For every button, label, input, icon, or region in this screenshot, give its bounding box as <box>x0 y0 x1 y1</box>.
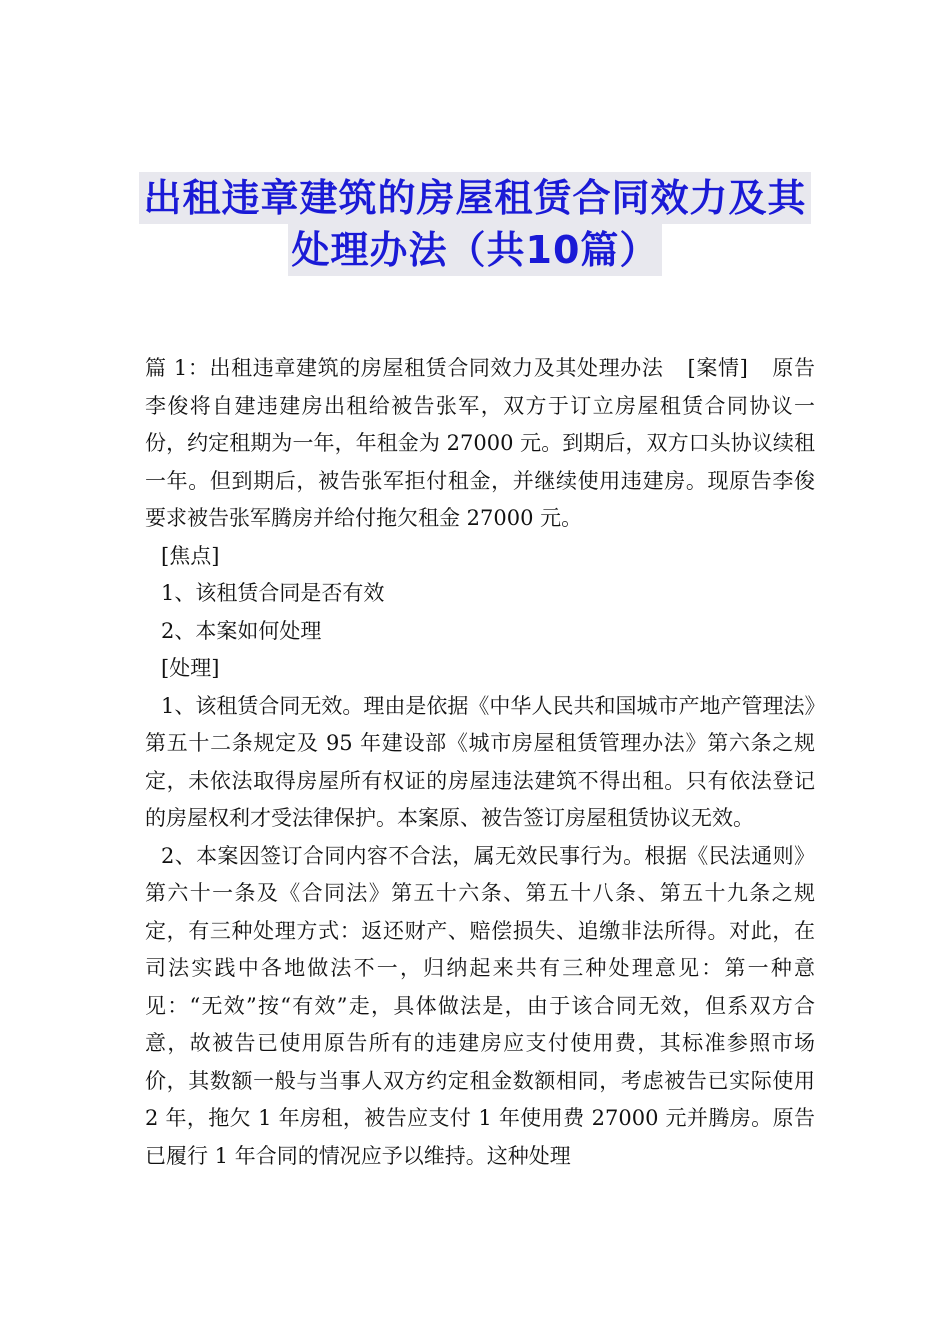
handling-heading: [处理] <box>161 656 220 680</box>
title-line-2: 处理办法（共10篇） <box>288 224 663 276</box>
handling-paragraph-1 <box>145 688 815 838</box>
focus-heading: [焦点] <box>161 543 220 568</box>
case-tag: [案情] <box>687 356 748 380</box>
handling-paragraph-2 <box>145 838 815 1176</box>
focus-item-2: 2、本案如何处理 <box>161 618 322 643</box>
case-heading: 篇 1：出租违章建筑的房屋租赁合同效力及其处理办法 <box>145 356 664 380</box>
handling-text-1: 1、该租赁合同无效。理由是依据《中华人民共和国城市产地产管理法》第五十二条规定及 95 年建设部《城市房屋租赁管理办法》第六条之规定，未依法取得房屋所有权证的房屋违法建筑不得出租。只有依法登记的房屋权利才受法律保护。本案原、被告签订房屋租赁协议无效。 <box>145 693 815 830</box>
handling-text-2: 2、本案因签订合同内容不合法，属无效民事行为。根据《民法通则》第六十一条及《合同法》第五十六条、第五十八条、第五十九条之规定，有三种处理方式：返还财产、赔偿损失、追缴非法所得。对此，在司法实践中各地做法不一，归纳起来共有三种处理意见：第一种意见：“无效”按“有效”走，具体做法是，由于该合同无效，但系双方合意，故被告已使用原告所有的违建房应支付使用费，其标准参照市场价，其数额一般与当事人双方约定租金数额相同，考虑被告已实际使用 2 年，拖欠 1 年房租，被告应支付 1 年使用费 27000 元并腾房。原告已履行 1 年合同的情况应予以维持。这种处理 <box>145 843 815 1168</box>
focus-item-1: 1、该租赁合同是否有效 <box>161 581 385 605</box>
document-body <box>145 350 815 1175</box>
case-paragraph <box>145 350 815 538</box>
case-text: 原告李俊将自建违建房出租给被告张军，双方于订立房屋租赁合同协议一份，约定租期为一年，年租金为 27000 元。到期后，双方口头协议续租一年。但到期后，被告张军拒付租金，并继续使用违建房。现原告李俊要求被告张军腾房并给付拖欠租金 27000 元。 <box>145 356 816 530</box>
title-line-1: 出租违章建筑的房屋租赁合同效力及其 <box>139 172 810 224</box>
document-title <box>0 172 950 276</box>
